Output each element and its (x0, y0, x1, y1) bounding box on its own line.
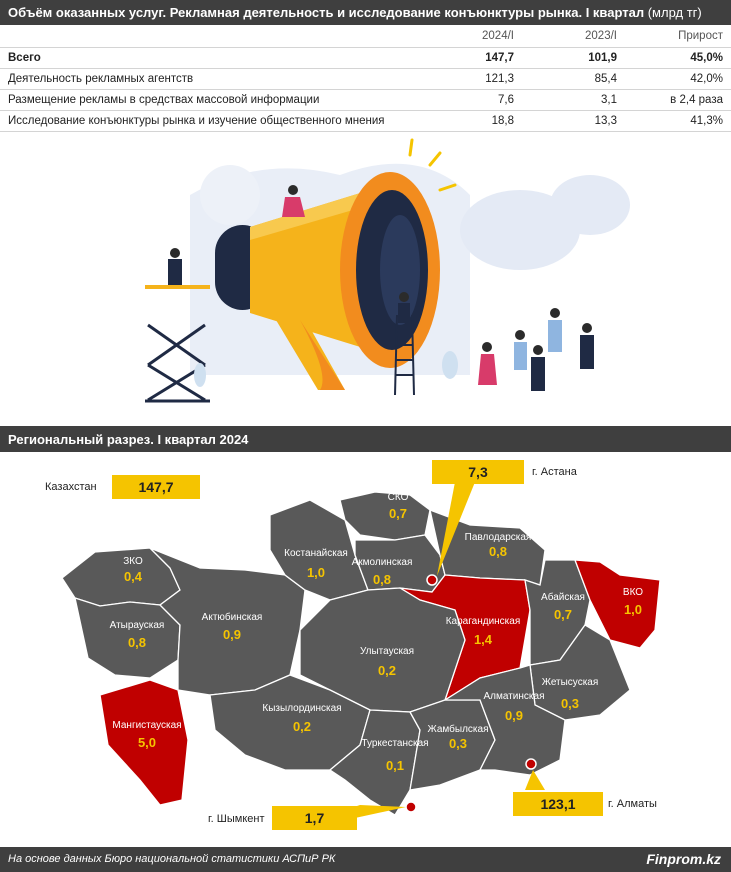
col-2023: 2023/I (522, 26, 625, 47)
almaty-marker (526, 759, 536, 769)
region-value-karaganda: 1,4 (473, 632, 493, 647)
astana-value: 7,3 (432, 460, 524, 484)
region-value-mangystau: 5,0 (137, 735, 157, 750)
row-2024: 121,3 (420, 68, 522, 89)
row-growth: 45,0% (625, 47, 731, 68)
astana-label: г. Астана (532, 466, 577, 478)
stats-table (0, 26, 731, 132)
row-2024: 147,7 (420, 47, 522, 68)
region-name-vko: ВКО (622, 587, 644, 598)
row-2023: 85,4 (522, 68, 625, 89)
row-growth: в 2,4 раза (625, 89, 731, 110)
region-sko (340, 492, 430, 540)
region-value-zko: 0,4 (123, 569, 143, 584)
row-2023: 13,3 (522, 110, 625, 131)
kazakhstan-label: Казахстан (45, 481, 97, 493)
header-bar (0, 0, 731, 25)
region-name-atyrau: Атырауская (109, 620, 165, 631)
table-row (0, 47, 731, 68)
table-row (0, 89, 731, 110)
region-name-zhetysu: Жетысуская (541, 677, 599, 688)
region-name-zko: ЗКО (123, 556, 143, 567)
region-value-ulytau: 0,2 (377, 663, 397, 678)
row-label: Деятельность рекламных агентств (0, 68, 420, 89)
astana-marker (427, 575, 437, 585)
kazakhstan-value: 147,7 (112, 475, 200, 499)
section-title: Региональный разрез. I квартал 2024 (8, 432, 249, 447)
region-value-aktobe: 0,9 (222, 627, 242, 642)
region-value-kostanay: 1,0 (306, 565, 326, 580)
table-row (0, 110, 731, 131)
region-value-turkestan: 0,1 (385, 758, 405, 773)
region-value-almaty-region: 0,9 (504, 708, 524, 723)
region-name-sko: СКО (387, 492, 409, 503)
region-name-kyzylorda: Кызылординская (262, 703, 342, 714)
table-row (0, 68, 731, 89)
region-name-abai: Абайская (541, 592, 585, 603)
footer-bar (0, 847, 731, 872)
region-value-vko: 1,0 (623, 602, 643, 617)
row-2024: 18,8 (420, 110, 522, 131)
region-value-abai: 0,7 (553, 607, 573, 622)
region-value-pavlodar: 0,8 (488, 544, 508, 559)
almaty-value: 123,1 (513, 792, 603, 816)
unit-label: (млрд тг) (647, 5, 702, 20)
col-growth: Прирост (625, 26, 731, 47)
region-name-zhambyl: Жамбылская (427, 724, 489, 735)
region-name-ulytau: Улытауская (359, 646, 415, 657)
shymkent-label: г. Шымкент (208, 813, 265, 825)
kazakhstan-map (0, 452, 731, 847)
region-name-almaty-region: Алматинская (483, 691, 545, 702)
region-value-kyzylorda: 0,2 (292, 719, 312, 734)
row-2024: 7,6 (420, 89, 522, 110)
region-name-aktobe: Актюбинская (201, 612, 263, 623)
row-growth: 42,0% (625, 68, 731, 89)
region-name-pavlodar: Павлодарская (464, 532, 532, 543)
region-value-zhambyl: 0,3 (448, 736, 468, 751)
source-note: На основе данных Бюро национальной статистики АСПиР РК (8, 853, 336, 865)
row-label: Размещение рекламы в средствах массовой информации (0, 89, 420, 110)
page-title: Объём оказанных услуг. Рекламная деятельность и исследование конъюнктуры рынка. I квартал (8, 5, 645, 20)
region-value-akmola: 0,8 (372, 572, 392, 587)
row-label: Всего (0, 47, 420, 68)
table-header-row (0, 26, 731, 47)
region-value-sko: 0,7 (388, 506, 408, 521)
region-name-mangystau: Мангистауская (112, 720, 182, 731)
row-2023: 101,9 (522, 47, 625, 68)
megaphone-illustration (0, 135, 731, 425)
row-growth: 41,3% (625, 110, 731, 131)
region-value-atyrau: 0,8 (127, 635, 147, 650)
region-name-kostanay: Костанайская (284, 548, 348, 559)
shymkent-marker (406, 802, 416, 812)
region-name-turkestan: Туркестанская (361, 738, 429, 749)
section-bar (0, 426, 731, 452)
almaty-label: г. Алматы (608, 798, 657, 810)
shymkent-value: 1,7 (272, 806, 357, 830)
region-name-karaganda: Карагандинская (445, 616, 521, 627)
brand-logo: Finprom.kz (646, 851, 721, 867)
col-2024: 2024/I (420, 26, 522, 47)
region-value-zhetysu: 0,3 (560, 696, 580, 711)
row-2023: 3,1 (522, 89, 625, 110)
row-label: Исследование конъюнктуры рынка и изучение общественного мнения (0, 110, 420, 131)
region-name-akmola: Акмолинская (351, 557, 413, 568)
